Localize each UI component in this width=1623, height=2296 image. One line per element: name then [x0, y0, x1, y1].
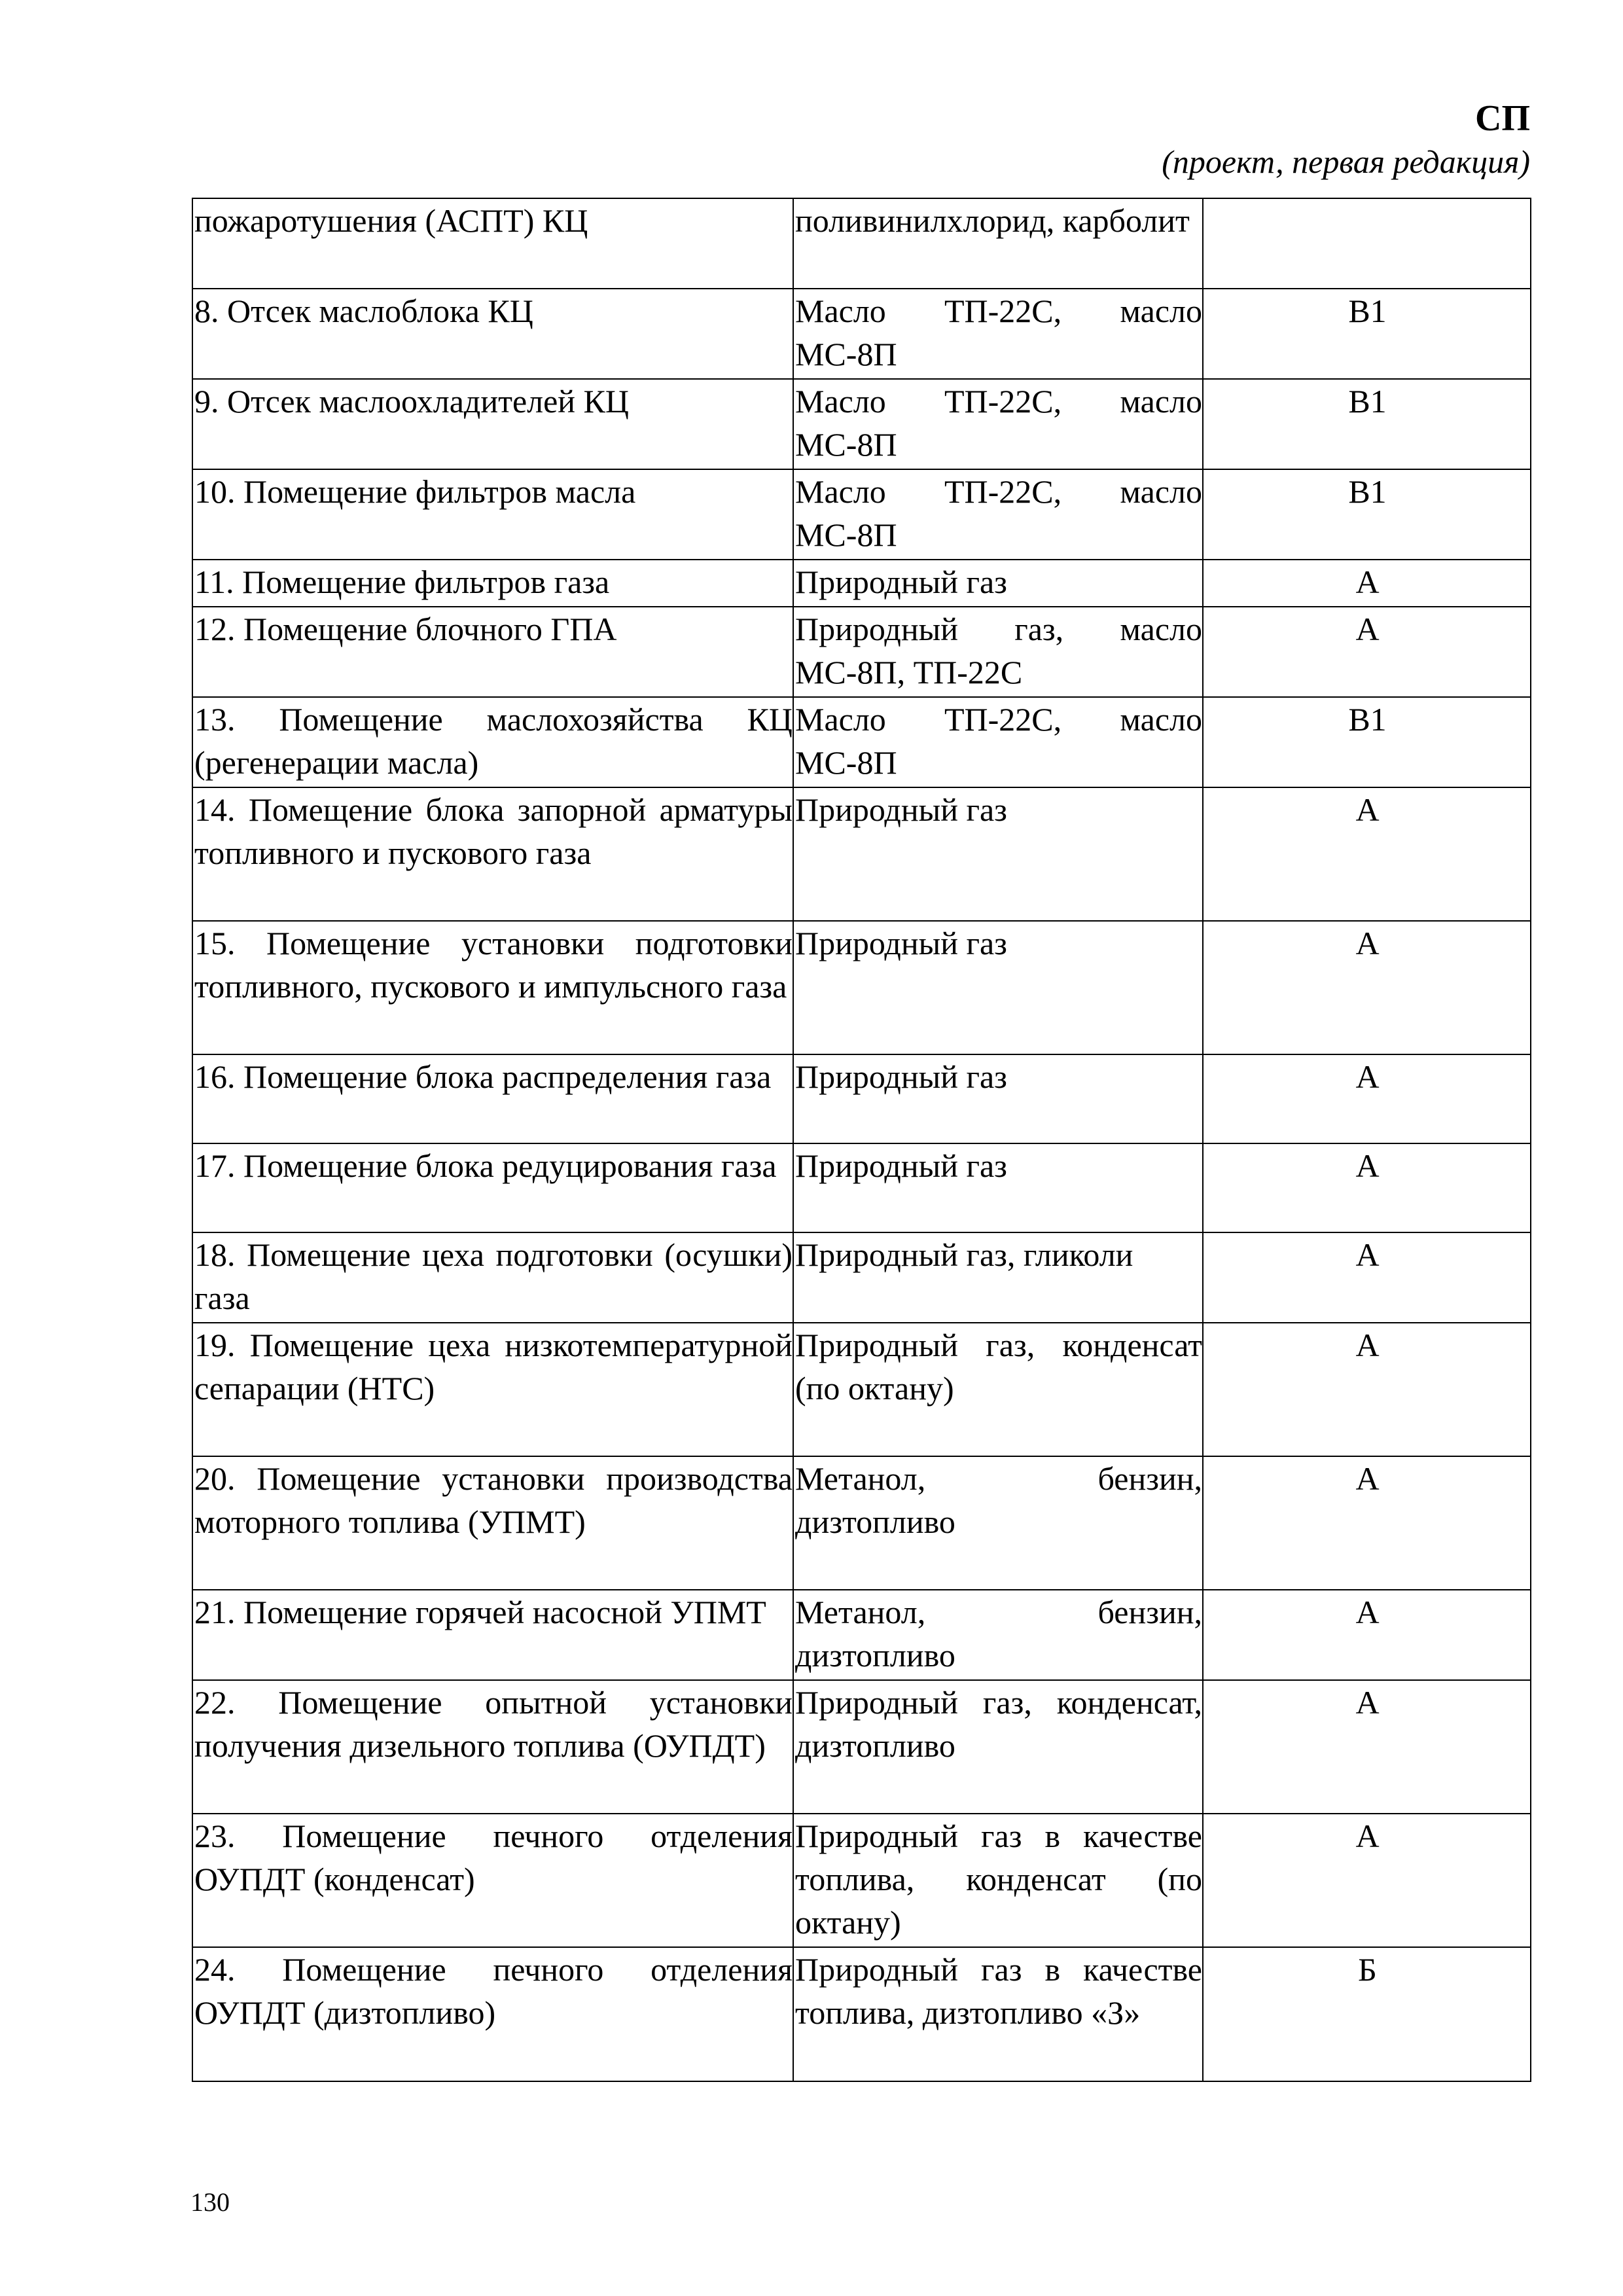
- table-row: [192, 1456, 1531, 1590]
- room-cell: 14. Помещение блока запорной арматуры топливного и пускового газа: [192, 787, 793, 921]
- category-cell: А: [1203, 1814, 1531, 1947]
- substance-cell: Масло ТП-22С, масло МС-8П: [793, 379, 1203, 469]
- category-cell: А: [1203, 1590, 1531, 1680]
- room-cell: 24. Помещение печного отделения ОУПДТ (дизтопливо): [192, 1947, 793, 2081]
- substance-cell: Природный газ в качестве топлива, дизтопливо «З»: [793, 1947, 1203, 2081]
- table-row: [192, 787, 1531, 921]
- table-row: [192, 607, 1531, 697]
- category-cell: А: [1203, 1680, 1531, 1814]
- room-cell: пожаротушения (АСПТ) КЦ: [192, 198, 793, 289]
- category-cell: В1: [1203, 289, 1531, 379]
- substance-cell: Природный газ, конденсат, дизтопливо: [793, 1680, 1203, 1814]
- table-row: [192, 1054, 1531, 1143]
- substance-cell: Метанол, бензин, дизтопливо: [793, 1590, 1203, 1680]
- table-row: [192, 697, 1531, 787]
- category-cell: А: [1203, 1323, 1531, 1456]
- room-cell: 21. Помещение горячей насосной УПМТ: [192, 1590, 793, 1680]
- room-cell: 11. Помещение фильтров газа: [192, 560, 793, 607]
- room-cell: 20. Помещение установки производства моторного топлива (УПМТ): [192, 1456, 793, 1590]
- table-body: [192, 198, 1531, 2081]
- table-row: [192, 1143, 1531, 1232]
- room-cell: 8. Отсек маслоблока КЦ: [192, 289, 793, 379]
- room-cell: 9. Отсек маслоохладителей КЦ: [192, 379, 793, 469]
- category-cell: А: [1203, 921, 1531, 1054]
- category-cell: А: [1203, 560, 1531, 607]
- room-cell: 18. Помещение цеха подготовки (осушки) газа: [192, 1232, 793, 1323]
- room-cell: 16. Помещение блока распределения газа: [192, 1054, 793, 1143]
- room-cell: 15. Помещение установки подготовки топливного, пускового и импульсного газа: [192, 921, 793, 1054]
- substance-cell: Масло ТП-22С, масло МС-8П: [793, 697, 1203, 787]
- substance-cell: Природный газ: [793, 1143, 1203, 1232]
- category-cell: А: [1203, 787, 1531, 921]
- category-cell: А: [1203, 607, 1531, 697]
- hazard-category-table: [192, 198, 1531, 2082]
- substance-cell: Природный газ: [793, 921, 1203, 1054]
- table-row: [192, 1947, 1531, 2081]
- substance-cell: Природный газ: [793, 1054, 1203, 1143]
- category-cell: А: [1203, 1054, 1531, 1143]
- table-row: [192, 1590, 1531, 1680]
- table-row: [192, 198, 1531, 289]
- substance-cell: Природный газ, конденсат (по октану): [793, 1323, 1203, 1456]
- substance-cell: Природный газ, масло МС-8П, ТП-22С: [793, 607, 1203, 697]
- category-cell: А: [1203, 1232, 1531, 1323]
- category-cell: Б: [1203, 1947, 1531, 2081]
- category-cell: В1: [1203, 697, 1531, 787]
- table-row: [192, 921, 1531, 1054]
- table-row: [192, 1323, 1531, 1456]
- category-cell: А: [1203, 1143, 1531, 1232]
- substance-cell: Природный газ в качестве топлива, конденсат (по октану): [793, 1814, 1203, 1947]
- document-code: СП: [1475, 98, 1530, 139]
- room-cell: 23. Помещение печного отделения ОУПДТ (конденсат): [192, 1814, 793, 1947]
- table-row: [192, 469, 1531, 560]
- category-cell: В1: [1203, 379, 1531, 469]
- table-row: [192, 1814, 1531, 1947]
- room-cell: 17. Помещение блока редуцирования газа: [192, 1143, 793, 1232]
- room-cell: 12. Помещение блочного ГПА: [192, 607, 793, 697]
- table-row: [192, 560, 1531, 607]
- category-cell: [1203, 198, 1531, 289]
- substance-cell: Природный газ: [793, 560, 1203, 607]
- substance-cell: Метанол, бензин, дизтопливо: [793, 1456, 1203, 1590]
- substance-cell: Масло ТП-22С, масло МС-8П: [793, 289, 1203, 379]
- room-cell: 19. Помещение цеха низкотемпературной сепарации (НТС): [192, 1323, 793, 1456]
- document-status: (проект, первая редакция): [1162, 143, 1530, 180]
- table-row: [192, 379, 1531, 469]
- category-cell: А: [1203, 1456, 1531, 1590]
- table-row: [192, 289, 1531, 379]
- page-number: 130: [190, 2187, 230, 2217]
- table-row: [192, 1232, 1531, 1323]
- room-cell: 10. Помещение фильтров масла: [192, 469, 793, 560]
- category-cell: В1: [1203, 469, 1531, 560]
- room-cell: 22. Помещение опытной установки получения дизельного топлива (ОУПДТ): [192, 1680, 793, 1814]
- substance-cell: поливинилхлорид, карболит: [793, 198, 1203, 289]
- substance-cell: Природный газ: [793, 787, 1203, 921]
- room-cell: 13. Помещение маслохозяйства КЦ (регенерации масла): [192, 697, 793, 787]
- substance-cell: Масло ТП-22С, масло МС-8П: [793, 469, 1203, 560]
- table-row: [192, 1680, 1531, 1814]
- substance-cell: Природный газ, гликоли: [793, 1232, 1203, 1323]
